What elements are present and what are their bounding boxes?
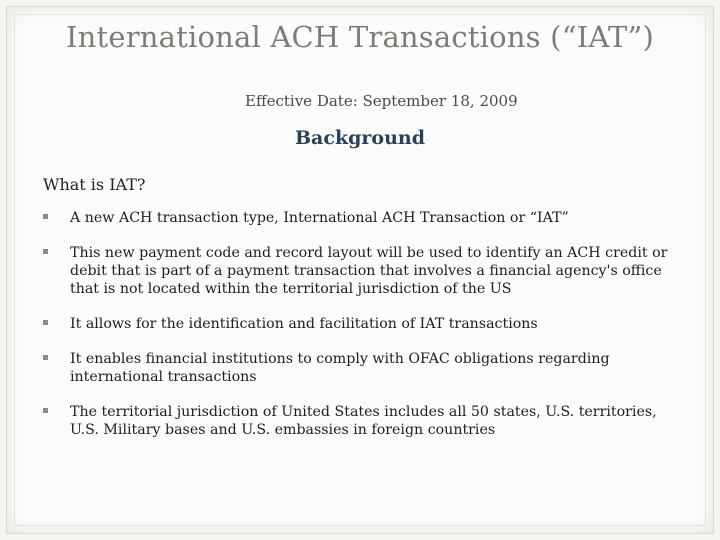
question-text: What is IAT? (43, 175, 146, 194)
square-bullet-icon (43, 355, 48, 360)
square-bullet-icon (43, 320, 48, 325)
bullet-item (43, 209, 683, 227)
effective-date: Effective Date: September 18, 2009 (245, 92, 518, 110)
bullet-text: It allows for the identification and facilitation of IAT transactions (70, 316, 538, 332)
section-heading: Background (295, 127, 425, 149)
bullet-text: It enables financial institutions to comply with OFAC obligations regarding international transactions (70, 351, 610, 385)
bullet-item (43, 350, 683, 386)
square-bullet-icon (43, 249, 48, 254)
bullet-item (43, 244, 683, 298)
bullet-list (43, 209, 683, 456)
bullet-item (43, 315, 683, 333)
square-bullet-icon (43, 408, 48, 413)
bullet-item (43, 403, 683, 439)
bullet-text: A new ACH transaction type, International ACH Transaction or “IAT” (70, 210, 569, 226)
square-bullet-icon (43, 214, 48, 219)
bullet-text: The territorial jurisdiction of United States includes all 50 states, U.S. territories, U.S. Military bases and U.S. embassies in foreign countries (70, 404, 657, 438)
slide-title: International ACH Transactions (“IAT”) (65, 20, 655, 54)
bullet-text: This new payment code and record layout will be used to identify an ACH credit or debit that is part of a payment transaction that involves a financial agency's office that is not located within the territorial jurisdiction of the US (70, 245, 668, 297)
